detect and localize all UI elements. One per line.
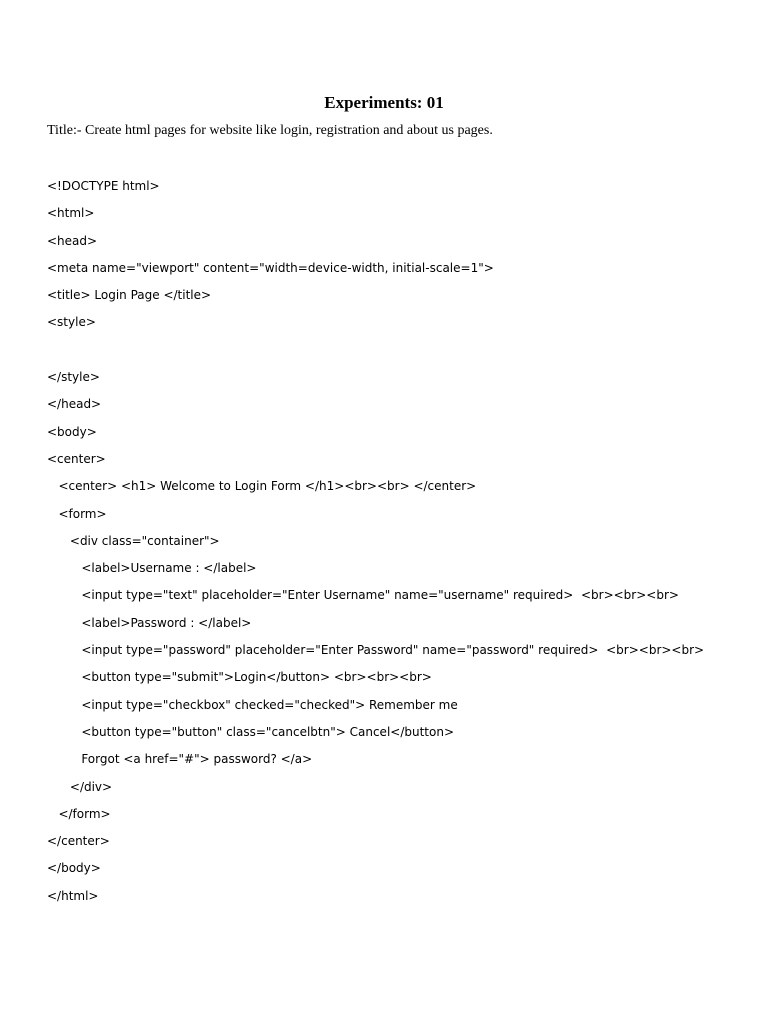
code-listing — [47, 176, 704, 913]
code-line: <button type="submit">Login</button> <br><br><br> — [47, 670, 432, 685]
code-line: <div class="container"> — [47, 533, 220, 548]
code-line: </form> — [47, 806, 111, 821]
page-heading: Experiments: 01 — [324, 93, 444, 112]
code-line: Forgot <a href="#"> password? </a> — [47, 752, 313, 767]
code-line-blank — [47, 340, 704, 367]
code-line: <label>Password : </label> — [47, 615, 252, 630]
code-line: <form> — [47, 506, 107, 521]
code-line: </head> — [47, 397, 102, 412]
code-line: </body> — [47, 861, 101, 876]
code-line: <html> — [47, 206, 95, 221]
page-subtitle: Title:- Create html pages for website like login, registration and about us pages. — [47, 123, 493, 138]
code-line: <button type="button" class="cancelbtn"> Cancel</button> — [47, 724, 455, 739]
code-line: <input type="text" placeholder="Enter Username" name="username" required> <br><br><br> — [47, 588, 679, 603]
code-line: </style> — [47, 370, 100, 385]
code-line: <head> — [47, 233, 98, 248]
code-line: <title> Login Page </title> — [47, 288, 212, 303]
code-line: </div> — [47, 779, 113, 794]
code-line: <meta name="viewport" content="width=device-width, initial-scale=1"> — [47, 260, 494, 275]
code-line: <label>Username : </label> — [47, 561, 257, 576]
code-line: </center> — [47, 834, 110, 849]
code-line: <center> <h1> Welcome to Login Form </h1><br><br> </center> — [47, 479, 477, 494]
code-line: <input type="checkbox" checked="checked"> Remember me — [47, 697, 458, 712]
code-line: <!DOCTYPE html> — [47, 179, 160, 193]
code-line: <input type="password" placeholder="Enter Password" name="password" required> <br><br><br> — [47, 643, 705, 658]
code-line: <body> — [47, 424, 97, 439]
code-line: <style> — [47, 315, 96, 330]
code-line: </html> — [47, 888, 99, 903]
code-line: <center> — [47, 451, 106, 466]
